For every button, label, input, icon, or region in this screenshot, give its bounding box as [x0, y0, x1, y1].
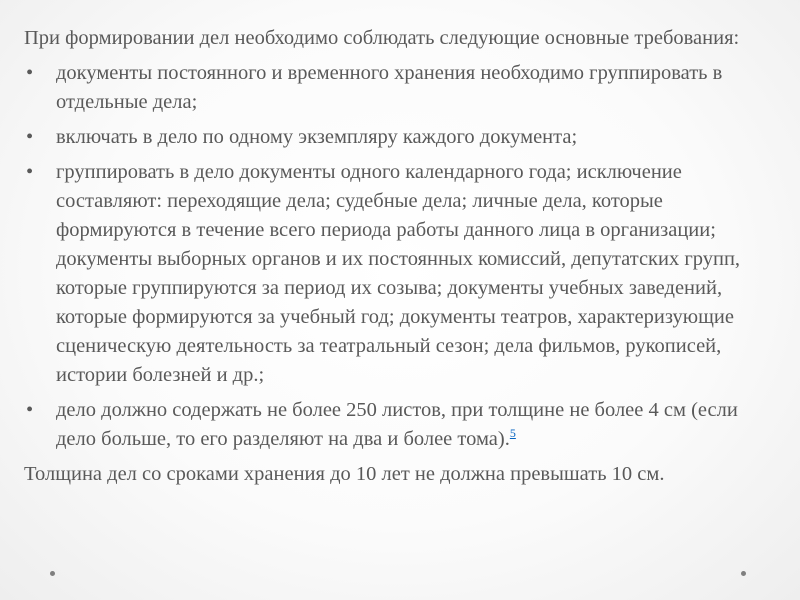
decorative-dot-right [741, 571, 746, 576]
list-item-text: дело должно содержать не более 250 листов, при толщине не более 4 см (если дело больше, то его разделяют на два и более тома). [56, 399, 738, 450]
bullet-icon: • [26, 161, 34, 183]
list-item [24, 158, 780, 390]
requirements-list [24, 59, 780, 454]
list-item-text: документы постоянного и временного хранения необходимо группировать в отдельные дела; [56, 62, 723, 113]
bullet-icon: • [26, 126, 34, 148]
bullet-icon: • [26, 399, 34, 421]
list-item-text: включать в дело по одному экземпляру каждого документа; [56, 126, 578, 148]
decorative-dot-left [50, 571, 55, 576]
list-item [24, 59, 780, 117]
slide-content [24, 24, 780, 495]
intro-text: При формировании дел необходимо соблюдать следующие основные требования: [24, 27, 740, 49]
bullet-icon: • [26, 62, 34, 84]
closing-text: Толщина дел со сроками хранения до 10 лет не должна превышать 10 см. [24, 463, 665, 485]
list-item-text: группировать в дело документы одного календарного года; исключение составляют: переходящие дела; судебные дела; личные дела, которые формируются в течение всего периода работы данного лица в организации; документы выборных органов и их постоянных комиссий, депутатских групп, которые группируются за период их созыва; документы учебных заведений, которые формируются за учебный год; документы театров, характеризующие сценическую деятельность за театральный сезон; дела фильмов, рукописей, истории болезней и др.; [56, 161, 741, 386]
list-item [24, 123, 780, 152]
list-item [24, 396, 780, 454]
footnote-link[interactable]: 5 [509, 426, 516, 441]
